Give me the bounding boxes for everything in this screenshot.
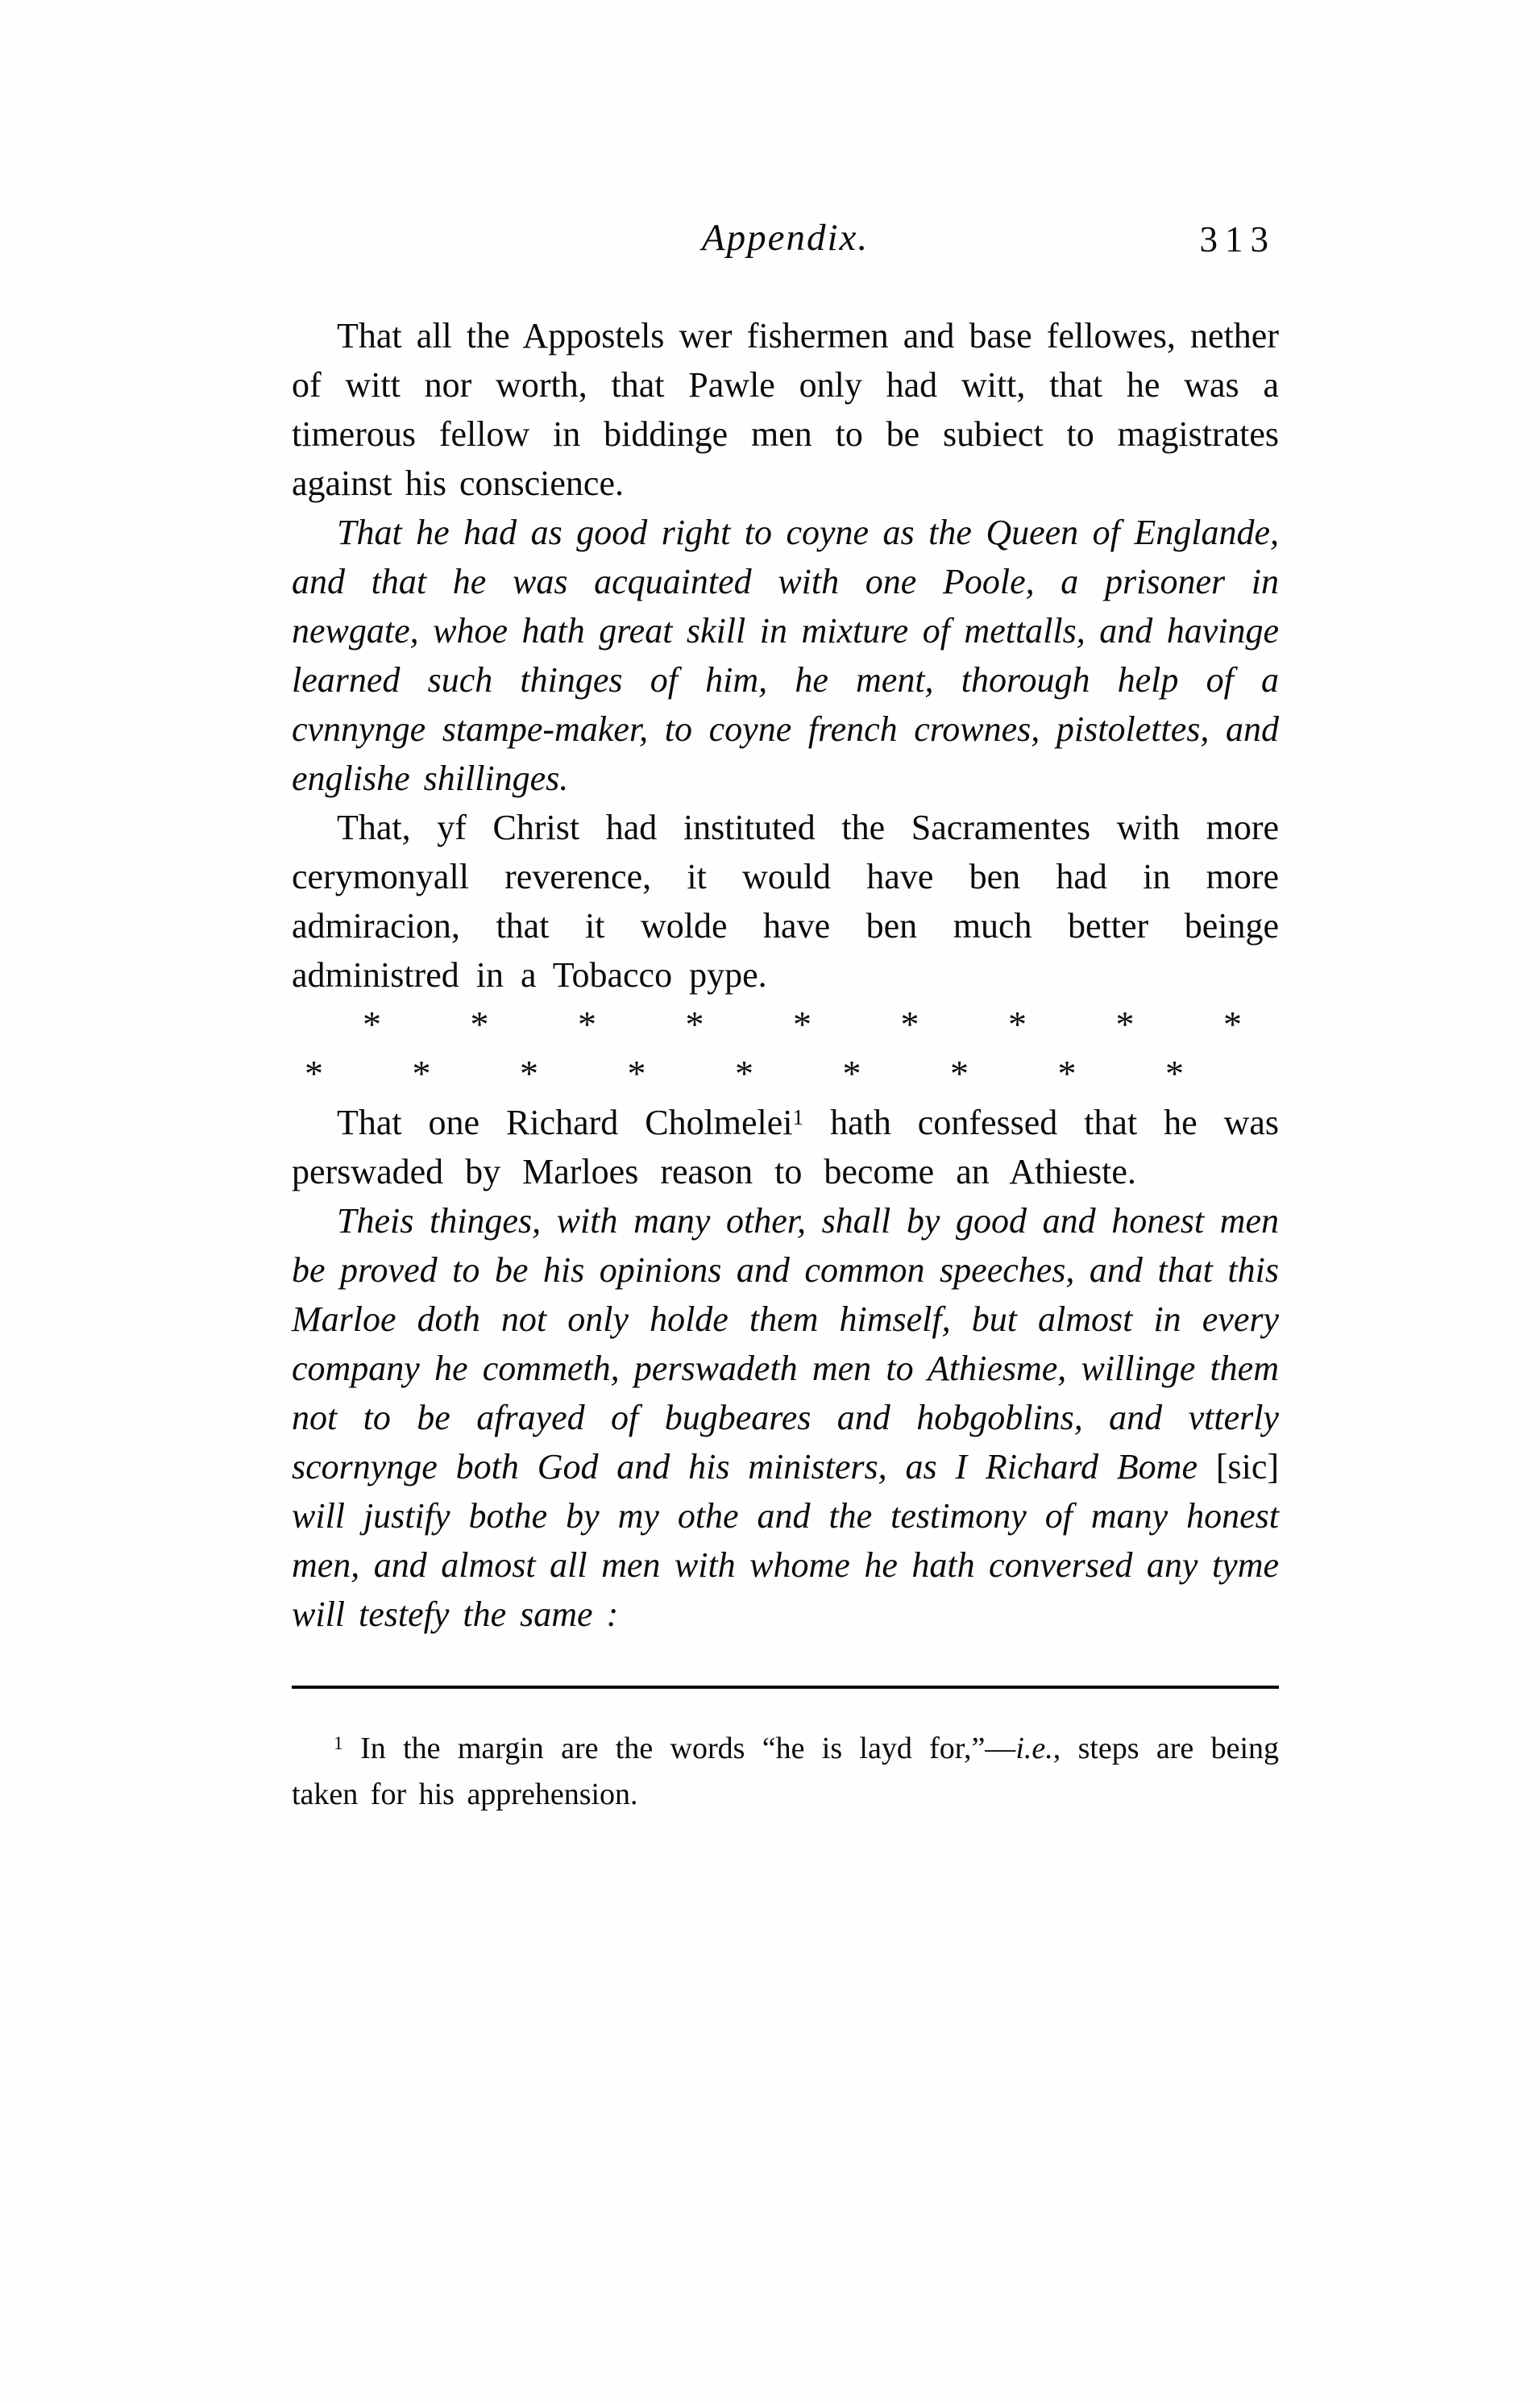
page-number: 313 xyxy=(1199,219,1276,260)
paragraph-sacramentes: That, yf Christ had instituted the Sacramentes with more cerymonyall reverence, it would have ben had in more admiracion, that it wolde have ben much better beinge administred in a Tobacco pype. xyxy=(292,808,1279,995)
footnote-text-after-abbrev: , steps are being taken for his apprehension. xyxy=(292,1732,1280,1811)
paragraph-theis-thinges xyxy=(292,1196,1279,1639)
paragraph-cholmelei-text-after: hath confessed that he was perswaded by Marloes reason to become an Athieste. xyxy=(292,1103,1279,1191)
asterisk-separator-row-1: * * * * * * * * * xyxy=(363,1004,1242,1045)
page-content xyxy=(292,216,1279,1818)
main-text-block xyxy=(292,311,1279,1639)
running-header xyxy=(292,216,1279,277)
footnote-block xyxy=(292,1726,1279,1818)
footnote-text xyxy=(292,1726,1279,1818)
paragraph-theis-thinges-before-sic: Theis thinges, with many other, shall by good and honest men be proved to be his opinions and common speeches, and that this Marloe doth not only holde them himself, but almost in every company he commeth, perswadeth men to Athiesme, willinge them not to be afrayed of bugbeares and hobgoblins, and vtterly scornynge both God and his ministers, as I Richard Bome xyxy=(292,1201,1279,1486)
footnote-latin-abbrev: i.e. xyxy=(1015,1732,1053,1765)
footnote-separator-rule xyxy=(292,1686,1279,1689)
paragraph-apostels: That all the Appostels wer fishermen and base fellowes, nether of witt nor worth, that Pawle only had witt, that he was a timerous fellow in biddinge men to be subiect to magistrates against his conscience. xyxy=(292,316,1279,503)
paragraph-cholmelei xyxy=(292,1098,1279,1196)
paragraph-theis-thinges-after-sic: will justify bothe by my othe and the testimony of many honest men, and almost all men with whome he hath conversed any tyme will testefy the same : xyxy=(292,1496,1279,1634)
page-title: Appendix. xyxy=(701,217,870,259)
footnote-marker: 1 xyxy=(334,1733,343,1755)
footnote-reference-mark: 1 xyxy=(792,1104,804,1129)
paragraph-cholmelei-text-before: That one Richard Cholmelei xyxy=(337,1103,793,1142)
footnote-text-before-abbrev: In the margin are the words “he is layd for,”— xyxy=(360,1732,1016,1765)
sic-annotation: [sic] xyxy=(1215,1447,1280,1486)
asterisk-separator-row-2: * * * * * * * * * xyxy=(305,1053,1184,1094)
paragraph-coyning: That he had as good right to coyne as the Queen of Englande, and that he was acquainted with one Poole, a prisoner in newgate, whoe hath great skill in mixture of mettalls, and havinge learned such thinges of him, he ment, thorough help of a cvnnynge stampe-maker, to coyne french crownes, pistolettes, and englishe shillinges. xyxy=(292,513,1279,798)
